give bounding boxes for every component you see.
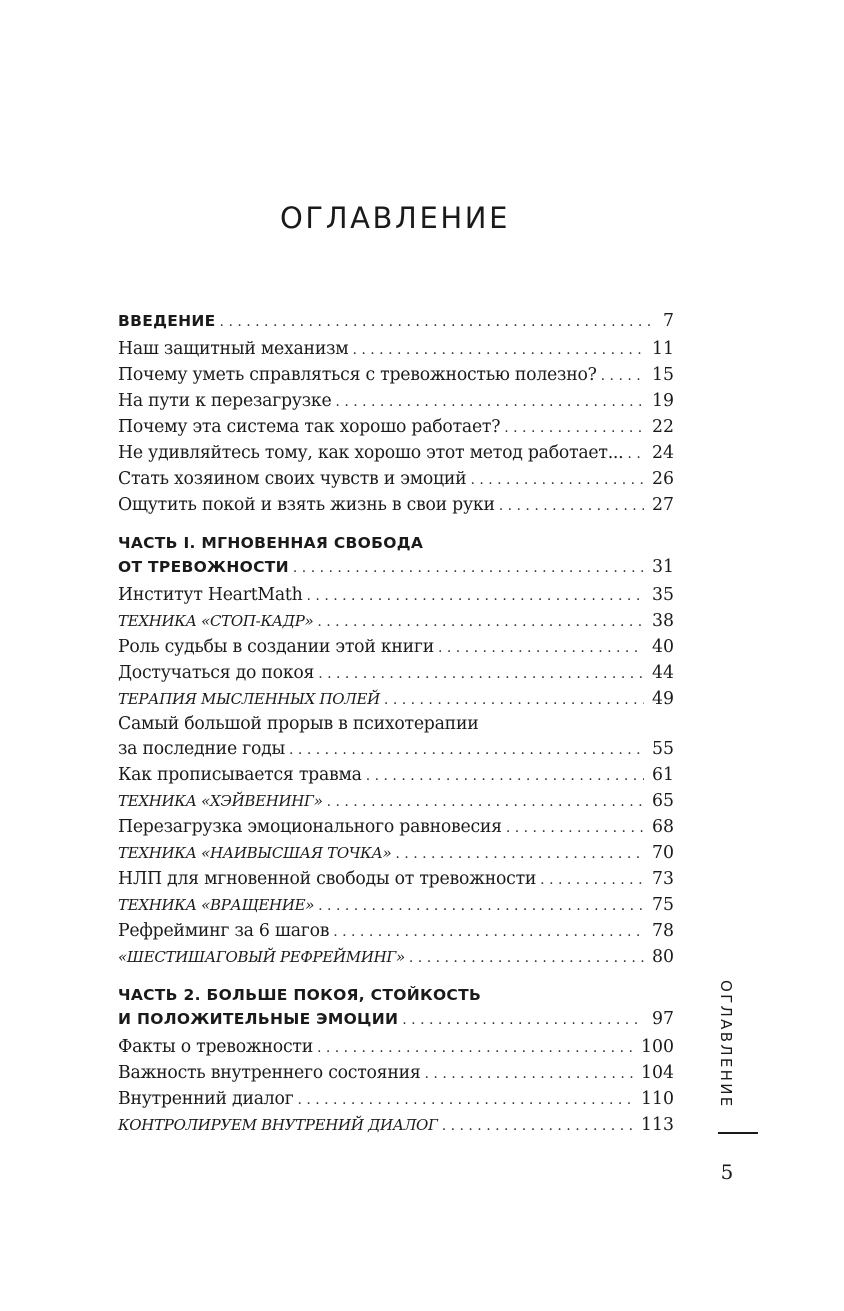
toc-entry[interactable] (118, 1034, 674, 1060)
toc-entry-part1[interactable] (118, 554, 674, 580)
toc-entry-label: Роль судьбы в создании этой книги (118, 637, 434, 657)
dot-leader (402, 1007, 644, 1033)
toc-entry-technique[interactable] (118, 1112, 674, 1138)
dot-leader (384, 687, 644, 713)
dot-leader (425, 1061, 633, 1087)
toc-page-number: 15 (652, 365, 674, 385)
dot-leader (601, 363, 644, 389)
toc-entry-intro[interactable] (118, 308, 674, 334)
dot-leader (289, 737, 644, 763)
dot-leader (504, 415, 644, 441)
toc-page-number: 26 (652, 469, 674, 489)
dot-leader (506, 815, 644, 841)
toc-entry[interactable] (118, 362, 674, 388)
dot-leader (333, 919, 644, 945)
toc-entry-label: за последние годы (118, 739, 286, 759)
toc-page-number: 55 (652, 739, 674, 759)
dot-leader (442, 1113, 633, 1139)
dot-leader (499, 493, 644, 519)
toc-page-number: 70 (652, 843, 674, 863)
dot-leader (352, 337, 644, 363)
toc-entry-label: НЛП для мгновенной свободы от тревожности (118, 869, 537, 889)
dot-leader (293, 555, 644, 581)
part1-heading-line1[interactable]: ЧАСТЬ I. МГНОВЕННАЯ СВОБОДА (118, 534, 424, 552)
toc-entry[interactable] (118, 336, 674, 362)
dot-leader (327, 789, 644, 815)
toc-entry-label: На пути к перезагрузке (118, 391, 332, 411)
dot-leader (220, 309, 655, 335)
toc-entry-label: ТЕХНИКА «СТОП-КАДР» (118, 612, 314, 630)
toc-page-number: 35 (652, 585, 674, 605)
toc-page-number: 38 (652, 611, 674, 631)
toc-entry[interactable] (118, 440, 674, 466)
toc-page-number: 44 (652, 663, 674, 683)
dot-leader (307, 583, 644, 609)
toc-page-number: 27 (652, 495, 674, 515)
toc-entry[interactable] (118, 866, 674, 892)
toc-page-number: 73 (652, 869, 674, 889)
toc-entry-label: Факты о тревожности (118, 1037, 313, 1057)
dot-leader (409, 945, 644, 971)
dot-leader (366, 763, 644, 789)
toc-entry[interactable] (118, 388, 674, 414)
toc-page-number: 7 (663, 311, 674, 331)
toc-entry-label: Внутренний диалог (118, 1089, 294, 1109)
toc-entry[interactable] (118, 634, 674, 660)
toc-entry-technique[interactable] (118, 788, 674, 814)
dot-leader (627, 441, 644, 467)
toc-page-number: 24 (652, 443, 674, 463)
toc-entry-label: КОНТРОЛИРУЕМ ВНУТРЕНИЙ ДИАЛОГ (118, 1116, 438, 1134)
toc-page-number: 78 (652, 921, 674, 941)
toc-page-number: 19 (652, 391, 674, 411)
toc-entry[interactable] (118, 814, 674, 840)
toc-entry[interactable] (118, 492, 674, 518)
toc-entry-label: Почему эта система так хорошо работает? (118, 417, 501, 437)
toc-page-number: 61 (652, 765, 674, 785)
dot-leader (317, 1035, 633, 1061)
toc-page-number: 11 (652, 339, 674, 359)
toc-entry-label: «ШЕСТИШАГОВЫЙ РЕФРЕЙМИНГ» (118, 948, 405, 966)
side-divider (718, 1132, 758, 1134)
toc-heading-label: ОТ ТРЕВОЖНОСТИ (118, 558, 289, 576)
dot-leader (335, 389, 644, 415)
toc-page-number: 65 (652, 791, 674, 811)
toc-page-number: 31 (652, 557, 674, 577)
toc-entry[interactable] (118, 762, 674, 788)
toc-entry[interactable] (118, 918, 674, 944)
toc-heading-label: ВВЕДЕНИЕ (118, 312, 216, 330)
dot-leader (297, 1087, 633, 1113)
toc-heading-label: И ПОЛОЖИТЕЛЬНЫЕ ЭМОЦИИ (118, 1010, 399, 1028)
part2-heading-line1[interactable]: ЧАСТЬ 2. БОЛЬШЕ ПОКОЯ, СТОЙКОСТЬ (118, 986, 482, 1004)
toc-entry[interactable] (118, 414, 674, 440)
toc-entry-label: Стать хозяином своих чувств и эмоций (118, 469, 467, 489)
page-title: ОГЛАВЛЕНИЕ (279, 201, 510, 235)
toc-entry[interactable] (118, 1086, 674, 1112)
side-tab-label: ОГЛАВЛЕНИЕ (717, 980, 735, 1109)
toc-entry-label: Достучаться до покоя (118, 663, 315, 683)
dot-leader (318, 893, 644, 919)
toc-page-number: 80 (652, 947, 674, 967)
table-of-contents (118, 308, 674, 1138)
toc-entry[interactable] (118, 660, 674, 686)
toc-page-number: 22 (652, 417, 674, 437)
toc-entry-label: Перезагрузка эмоционального равновесия (118, 817, 502, 837)
toc-page-number: 110 (641, 1089, 674, 1109)
dot-leader (395, 841, 644, 867)
toc-entry-label: ТЕРАПИЯ МЫСЛЕННЫХ ПОЛЕЙ (118, 690, 380, 708)
toc-entry-label: Рефрейминг за 6 шагов (118, 921, 330, 941)
toc-page-number: 75 (652, 895, 674, 915)
toc-page-number: 113 (641, 1115, 674, 1135)
toc-entry[interactable] (118, 736, 674, 762)
section-side-tab (715, 980, 745, 1110)
toc-entry-part2[interactable] (118, 1006, 674, 1032)
toc-page-number: 100 (641, 1037, 674, 1057)
toc-entry-label: Институт HeartMath (118, 585, 303, 605)
toc-page-number: 104 (641, 1063, 674, 1083)
toc-page-number: 49 (652, 689, 674, 709)
toc-page-number: 97 (652, 1009, 674, 1029)
toc-entry[interactable] (118, 1060, 674, 1086)
toc-entry-technique[interactable] (118, 686, 674, 712)
toc-entry[interactable] (118, 582, 674, 608)
toc-entry-label: Важность внутреннего состояния (118, 1063, 421, 1083)
toc-entry-technique[interactable] (118, 892, 674, 918)
toc-page-number: 40 (652, 637, 674, 657)
toc-entry-technique[interactable] (118, 840, 674, 866)
page-number: 5 (720, 1160, 734, 1184)
toc-entry-label: ТЕХНИКА «НАИВЫСШАЯ ТОЧКА» (118, 844, 392, 862)
dot-leader (470, 467, 644, 493)
toc-entry-label: Не удивляйтесь тому, как хорошо этот метод работает... (118, 443, 624, 463)
toc-entry-label-line1[interactable]: Самый большой прорыв в психотерапии (118, 714, 479, 734)
toc-entry-label: Почему уметь справляться с тревожностью полезно? (118, 365, 597, 385)
toc-entry-label: Наш защитный механизм (118, 339, 349, 359)
dot-leader (540, 867, 644, 893)
toc-entry-label: Ощутить покой и взять жизнь в свои руки (118, 495, 495, 515)
toc-page-number: 68 (652, 817, 674, 837)
toc-entry-label: ТЕХНИКА «ХЭЙВЕНИНГ» (118, 792, 323, 810)
toc-entry-label: Как прописывается травма (118, 765, 362, 785)
dot-leader (318, 661, 644, 687)
toc-entry-label: ТЕХНИКА «ВРАЩЕНИЕ» (118, 896, 315, 914)
toc-entry-technique[interactable] (118, 944, 674, 970)
dot-leader (438, 635, 644, 661)
toc-entry-technique[interactable] (118, 608, 674, 634)
toc-entry[interactable] (118, 466, 674, 492)
dot-leader (317, 609, 644, 635)
